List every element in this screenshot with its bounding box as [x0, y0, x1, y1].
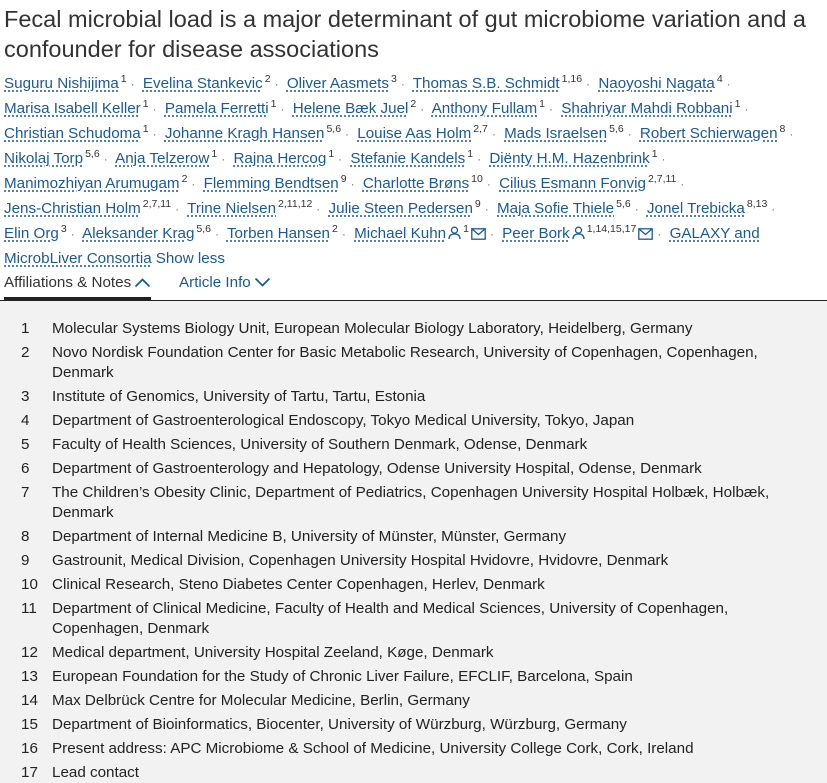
author-name-link[interactable]: Jonel Trebicka: [646, 200, 745, 217]
author-name-link[interactable]: Flemming Bendtsen: [203, 175, 339, 192]
affiliation-item: [0, 599, 827, 639]
author-affiliation-sup: 5,6: [85, 148, 100, 160]
author-separator: ·: [338, 152, 343, 166]
author-name-link[interactable]: Nikolaj Torp: [4, 150, 84, 167]
tab-affiliations-notes[interactable]: [4, 274, 151, 300]
author-name-link[interactable]: Naoyoshi Nagata: [598, 75, 715, 92]
affiliation-text: Department of Bioinformatics, Biocenter, University of Würzburg, Würzburg, Germany: [52, 716, 627, 733]
author-name-link[interactable]: Johanne Kragh Hansen: [164, 125, 325, 142]
author-entry: [357, 125, 500, 142]
author-name-link[interactable]: Louise Aas Holm: [357, 125, 472, 142]
affiliation-item: [0, 715, 827, 735]
affiliation-number: 17: [21, 764, 38, 781]
affiliation-text: European Foundation for the Study of Chronic Liver Failure, EFCLIF, Barcelona, Spain: [52, 668, 633, 685]
show-less-button[interactable]: Show less: [155, 250, 225, 267]
affiliation-number: 9: [21, 552, 30, 569]
author-affiliation-sup: 1: [270, 98, 277, 110]
author-separator: ·: [586, 77, 591, 91]
affiliation-item: [0, 343, 827, 383]
affiliation-item: [0, 551, 827, 571]
author-name-link[interactable]: Pamela Ferretti: [164, 100, 269, 117]
affiliation-number: 3: [21, 388, 30, 405]
author-name-link[interactable]: Cilius Esmann Fonvig: [499, 175, 646, 192]
author-separator: ·: [661, 152, 666, 166]
affiliation-item: [0, 667, 827, 687]
author-affiliation-sup: 4: [716, 73, 723, 85]
author-separator: ·: [484, 202, 489, 216]
author-entry: [4, 125, 161, 142]
affiliation-text: Department of Clinical Medicine, Faculty of Health and Medical Sciences, University of Copenhagen, Copenhagen, Denmark: [52, 600, 729, 637]
author-affiliation-sup: 2: [331, 223, 338, 235]
author-entry: [115, 150, 229, 167]
author-affiliation-sup: 1,14,15,17: [586, 223, 637, 235]
affiliation-text: Faculty of Health Sciences, University of Southern Denmark, Odense, Denmark: [52, 436, 588, 453]
consortia-link[interactable]: GALAXY and MicrobLiver Consortia: [4, 225, 760, 267]
author-affiliation-sup: 1: [211, 148, 218, 160]
author-affiliation-sup: 2,7,11: [647, 173, 677, 185]
affiliation-number: 15: [21, 716, 38, 733]
author-name-link[interactable]: Anthony Fullam: [431, 100, 538, 117]
affiliation-text: Institute of Genomics, University of Tartu, Tartu, Estonia: [52, 388, 426, 405]
author-separator: ·: [191, 177, 196, 191]
author-affiliation-sup: 5,6: [609, 123, 624, 135]
mail-icon[interactable]: [638, 228, 653, 240]
author-entry: [504, 125, 636, 142]
affiliation-number: 8: [21, 528, 30, 545]
author-entry: [143, 75, 283, 92]
author-affiliation-sup: 8: [779, 123, 786, 135]
author-separator: ·: [280, 102, 285, 116]
tab-article-info[interactable]: [179, 274, 271, 291]
affiliations-list: [0, 319, 827, 783]
affiliation-text: Molecular Systems Biology Unit, European Molecular Biology Laboratory, Heidelberg, Germany: [52, 320, 693, 337]
author-affiliation-sup: 9: [340, 173, 347, 185]
author-name-link[interactable]: Diënty H.M. Hazenbrink: [489, 150, 650, 167]
author-affiliation-sup: 1: [142, 123, 149, 135]
affiliation-item: [0, 435, 827, 455]
affiliation-number: 5: [21, 436, 30, 453]
author-name-link[interactable]: Peer Bork: [502, 225, 570, 242]
author-entry: [499, 175, 688, 192]
article-title: Fecal microbial load is a major determinant of gut microbiome variation and a confounder for disease associations: [4, 6, 806, 62]
author-entry: [432, 100, 557, 117]
author-affiliation-sup: 5,6: [196, 223, 212, 235]
affiliation-text: Gastrounit, Medical Division, Copenhagen University Hospital Hvidovre, Hvidovre, Denmark: [52, 552, 669, 569]
author-separator: ·: [215, 227, 220, 241]
affiliations-panel: [0, 301, 827, 783]
author-entry: [413, 75, 594, 92]
author-affiliation-sup: 2,7,11: [142, 198, 172, 210]
author-name-link[interactable]: Stefanie Kandels: [350, 150, 466, 167]
author-name-link[interactable]: Oliver Aasmets: [286, 75, 389, 92]
affiliation-number: 10: [21, 576, 38, 593]
affiliation-number: 16: [21, 740, 38, 757]
author-separator: ·: [341, 227, 346, 241]
author-entry: [287, 75, 409, 92]
author-affiliation-sup: 2,7: [473, 123, 488, 135]
author-name-link[interactable]: Robert Schierwagen: [639, 125, 778, 142]
person-icon: [448, 226, 461, 240]
author-entry: [350, 150, 485, 167]
author-name-link[interactable]: Anja Telzerow: [115, 150, 210, 167]
author-name-link[interactable]: Elin Org: [4, 225, 59, 242]
author-separator: ·: [345, 127, 350, 141]
affiliation-item: [0, 319, 827, 339]
author-separator: ·: [274, 77, 279, 91]
author-entry: [489, 150, 669, 167]
affiliation-number: 11: [21, 600, 37, 617]
author-name-link[interactable]: Marisa Isabell Keller: [4, 100, 141, 117]
author-affiliation-sup: 1: [328, 148, 335, 160]
author-entry: [4, 225, 79, 242]
author-separator: ·: [726, 77, 731, 91]
affiliation-item: [0, 527, 827, 547]
chevron-up-icon: [134, 277, 151, 288]
author-separator: ·: [103, 152, 108, 166]
author-name-link[interactable]: Rajna Hercog: [233, 150, 327, 167]
author-affiliation-sup: 1: [467, 148, 474, 160]
author-separator: ·: [771, 202, 776, 216]
author-affiliation-sup: 9: [474, 198, 481, 210]
affiliation-text: Medical department, University Hospital Zeeland, Køge, Denmark: [52, 644, 494, 661]
affiliation-text: Clinical Research, Steno Diabetes Center Copenhagen, Herlev, Denmark: [52, 576, 545, 593]
author-entry: [640, 125, 797, 142]
author-entry: [363, 175, 495, 192]
author-name-link[interactable]: Manimozhiyan Arumugam: [4, 175, 180, 192]
tab-article-info-label: Article Info: [179, 274, 251, 291]
author-affiliation-sup: 2: [181, 173, 188, 185]
affiliation-item: [0, 483, 827, 523]
author-entry: [497, 200, 643, 217]
author-entry: [4, 150, 112, 167]
affiliation-text: Max Delbrück Centre for Molecular Medicine, Berlin, Germany: [52, 692, 470, 709]
author-entry: [647, 200, 779, 217]
author-separator: ·: [350, 177, 355, 191]
author-separator: ·: [489, 227, 494, 241]
affiliation-text: Department of Internal Medicine B, University of Münster, Münster, Germany: [52, 528, 567, 545]
author-entry: [233, 150, 346, 167]
author-affiliation-sup: 10: [471, 173, 483, 185]
affiliation-item: [0, 459, 827, 479]
affiliation-number: 12: [21, 644, 38, 661]
author-entry: [204, 175, 359, 192]
chevron-down-icon: [254, 277, 271, 288]
author-affiliation-sup: 5,6: [326, 123, 342, 135]
affiliation-number: 4: [21, 412, 30, 429]
author-affiliation-sup: 8,13: [746, 198, 768, 210]
affiliation-number: 1: [21, 320, 30, 337]
author-affiliation-sup: 2: [410, 98, 417, 110]
author-name-link[interactable]: Mads Israelsen: [504, 125, 608, 142]
author-affiliation-sup: 2,11,12: [278, 198, 313, 210]
author-name-link[interactable]: Jens-Christian Holm: [4, 200, 141, 217]
author-affiliation-sup: 1: [463, 223, 469, 235]
author-affiliation-sup: 5,6: [616, 198, 631, 210]
author-entry: [82, 225, 223, 242]
author-affiliation-sup: 1: [734, 98, 741, 110]
affiliation-number: 14: [21, 692, 38, 709]
author-entry: [165, 100, 289, 117]
author-name-link[interactable]: Maja Sofie Thiele: [497, 200, 615, 217]
author-separator: ·: [420, 102, 425, 116]
author-name-link[interactable]: Shahriyar Mahdi Robbani: [561, 100, 733, 117]
affiliation-item: [0, 691, 827, 711]
affiliation-item: [0, 739, 827, 759]
author-affiliation-sup: 1: [120, 73, 127, 85]
author-separator: ·: [477, 152, 482, 166]
affiliation-text: Lead contact: [52, 764, 139, 781]
author-separator: ·: [789, 127, 794, 141]
author-entry: [502, 225, 665, 242]
affiliation-item: [0, 763, 827, 783]
author-affiliation-sup: 3: [60, 223, 67, 235]
author-separator: ·: [491, 127, 496, 141]
affiliation-item: [0, 643, 827, 663]
author-list: [4, 72, 826, 271]
author-entry: [329, 200, 493, 217]
author-affiliation-sup: 3: [390, 73, 397, 85]
author-name-link[interactable]: Charlotte Brøns: [362, 175, 470, 192]
affiliation-text: Present address: APC Microbiome & School of Medicine, University College Cork, Cork, Ireland: [52, 740, 694, 757]
affiliation-text: Department of Gastroenterological Endoscopy, Tokyo Medical University, Tokyo, Japan: [52, 412, 635, 429]
author-separator: ·: [634, 202, 639, 216]
author-entry: [187, 200, 324, 217]
author-separator: ·: [316, 202, 321, 216]
author-name-link[interactable]: Christian Schudoma: [4, 125, 141, 142]
author-name-link[interactable]: Torben Hansen: [226, 225, 330, 242]
author-affiliation-sup: 2: [264, 73, 271, 85]
author-separator: ·: [400, 77, 405, 91]
author-entry: [4, 175, 199, 192]
author-name-link[interactable]: Helene Bæk Juel: [292, 100, 409, 117]
author-name-link[interactable]: Trine Nielsen: [187, 200, 277, 217]
author-entry: [165, 125, 353, 142]
author-entry: [561, 100, 752, 117]
author-entry: [293, 100, 429, 117]
tab-bar: [0, 272, 827, 301]
author-separator: ·: [627, 127, 632, 141]
author-entry: [4, 75, 139, 92]
author-entry: [4, 200, 183, 217]
affiliation-item: [0, 575, 827, 595]
author-affiliation-sup: 1: [142, 98, 149, 110]
affiliation-number: 7: [21, 484, 30, 501]
author-separator: ·: [680, 177, 685, 191]
author-separator: ·: [744, 102, 749, 116]
affiliation-text: Novo Nordisk Foundation Center for Basic Metabolic Research, University of Copenhagen, Copenhagen, Denmark: [52, 344, 758, 381]
author-name-link[interactable]: Thomas S.B. Schmidt: [412, 75, 560, 92]
mail-icon[interactable]: [471, 228, 486, 240]
author-affiliation-sup: 1,16: [561, 73, 583, 85]
author-separator: ·: [486, 177, 491, 191]
author-separator: ·: [657, 227, 662, 241]
author-name-link[interactable]: Michael Kuhn: [354, 225, 447, 242]
author-separator: ·: [175, 202, 180, 216]
author-name-link[interactable]: Julie Steen Pedersen: [328, 200, 473, 217]
author-entry: [4, 100, 161, 117]
author-name-link[interactable]: Evelina Stankevic: [142, 75, 263, 92]
tab-affiliations-label: Affiliations & Notes: [4, 274, 132, 291]
person-icon: [572, 226, 585, 240]
author-separator: ·: [70, 227, 75, 241]
author-separator: ·: [221, 152, 226, 166]
affiliation-number: 13: [21, 668, 38, 685]
author-affiliation-sup: 1: [539, 98, 546, 110]
affiliation-item: [0, 387, 827, 407]
affiliation-text: The Children’s Obesity Clinic, Department of Pediatrics, Copenhagen University Hospital Holbæk, Holbæk, Denmark: [52, 484, 770, 521]
affiliation-item: [0, 411, 827, 431]
author-name-link[interactable]: Aleksander Krag: [82, 225, 195, 242]
author-separator: ·: [152, 102, 157, 116]
affiliation-text: Department of Gastroenterology and Hepatology, Odense University Hospital, Odense, Denmark: [52, 460, 702, 477]
author-separator: ·: [130, 77, 135, 91]
affiliation-number: 2: [21, 344, 30, 361]
author-separator: ·: [549, 102, 554, 116]
author-entry: [354, 225, 498, 242]
author-entry: [598, 75, 734, 92]
author-separator: ·: [152, 127, 157, 141]
affiliation-number: 6: [21, 460, 30, 477]
author-name-link[interactable]: Suguru Nishijima: [4, 75, 119, 92]
author-affiliation-sup: 1: [651, 148, 658, 160]
author-entry: [227, 225, 350, 242]
